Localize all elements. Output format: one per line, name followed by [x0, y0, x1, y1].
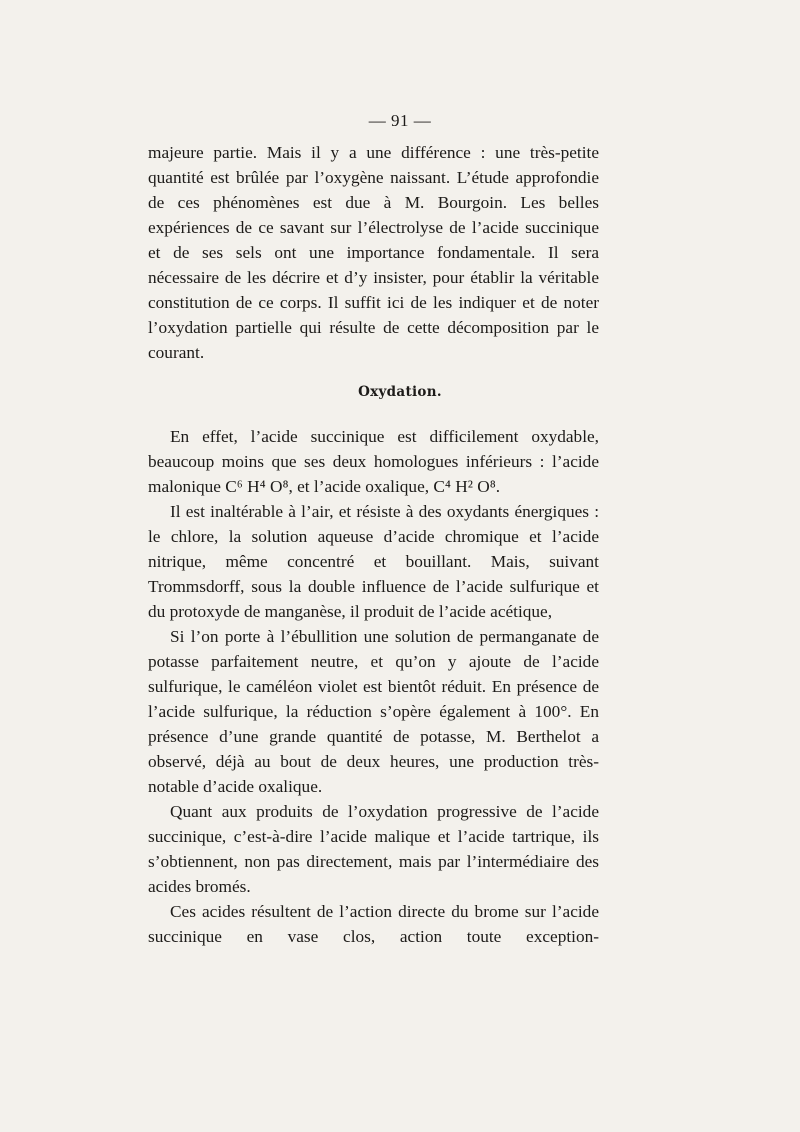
paragraph-intro: majeure partie. Mais il y a une différence : une très-petite quantité est brûlée par l’oxygène naissant. L’étude approfondie de ces phénomènes est due à M. Bourgoin. Les belles expériences de ce savant sur l’électrolyse de l’acide succinique et de ses sels ont une importance fondamentale. Il sera nécessaire de les décrire et d’y insister, pour établir la véritable constitution de ce corps. Il suffit ici de les indiquer et de noter l’oxydation partielle qui résulte de cette décomposition par le courant.: [148, 143, 599, 362]
body-text-block: [148, 424, 599, 974]
paragraph-5: Ces acides résultent de l’action directe du brome sur l’acide succinique en vase clos, action toute exception-: [148, 902, 599, 946]
page-number: — 91 —: [368, 111, 432, 130]
paragraph-4: Quant aux produits de l’oxydation progressive de l’acide succinique, c’est-à-dire l’acide malique et l’acide tartrique, ils s’obtiennent, non pas directement, mais par l’intermédiaire des acides bromés.: [148, 802, 599, 896]
paragraph-1: En effet, l’acide succinique est difficilement oxydable, beaucoup moins que ses deux homologues inférieurs : l’acide malonique C⁶ H⁴ O⁸, et l’acide oxalique, C⁴ H² O⁸.: [148, 427, 599, 496]
paragraph-2: Il est inaltérable à l’air, et résiste à des oxydants énergiques : le chlore, la solution aqueuse d’acide chromique et l’acide nitrique, même concentré et bouillant. Mais, suivant Trommsdorff, sous la double influence de l’acide sulfurique et du protoxyde de manganèse, il produit de l’acide acétique,: [148, 502, 599, 621]
section-heading: Oxydation.: [358, 384, 442, 400]
paragraph-3: Si l’on porte à l’ébullition une solution de permanganate de potasse parfaitement neutre, et qu’on y ajoute de l’acide sulfurique, le caméléon violet est bientôt réduit. En présence de l’acide sulfurique, la réduction s’opère également à 100°. En présence d’une grande quantité de potasse, M. Berthelot a observé, déjà au bout de deux heures, une production très-notable d’acide oxalique.: [148, 627, 599, 796]
intro-text-block: [148, 140, 599, 365]
